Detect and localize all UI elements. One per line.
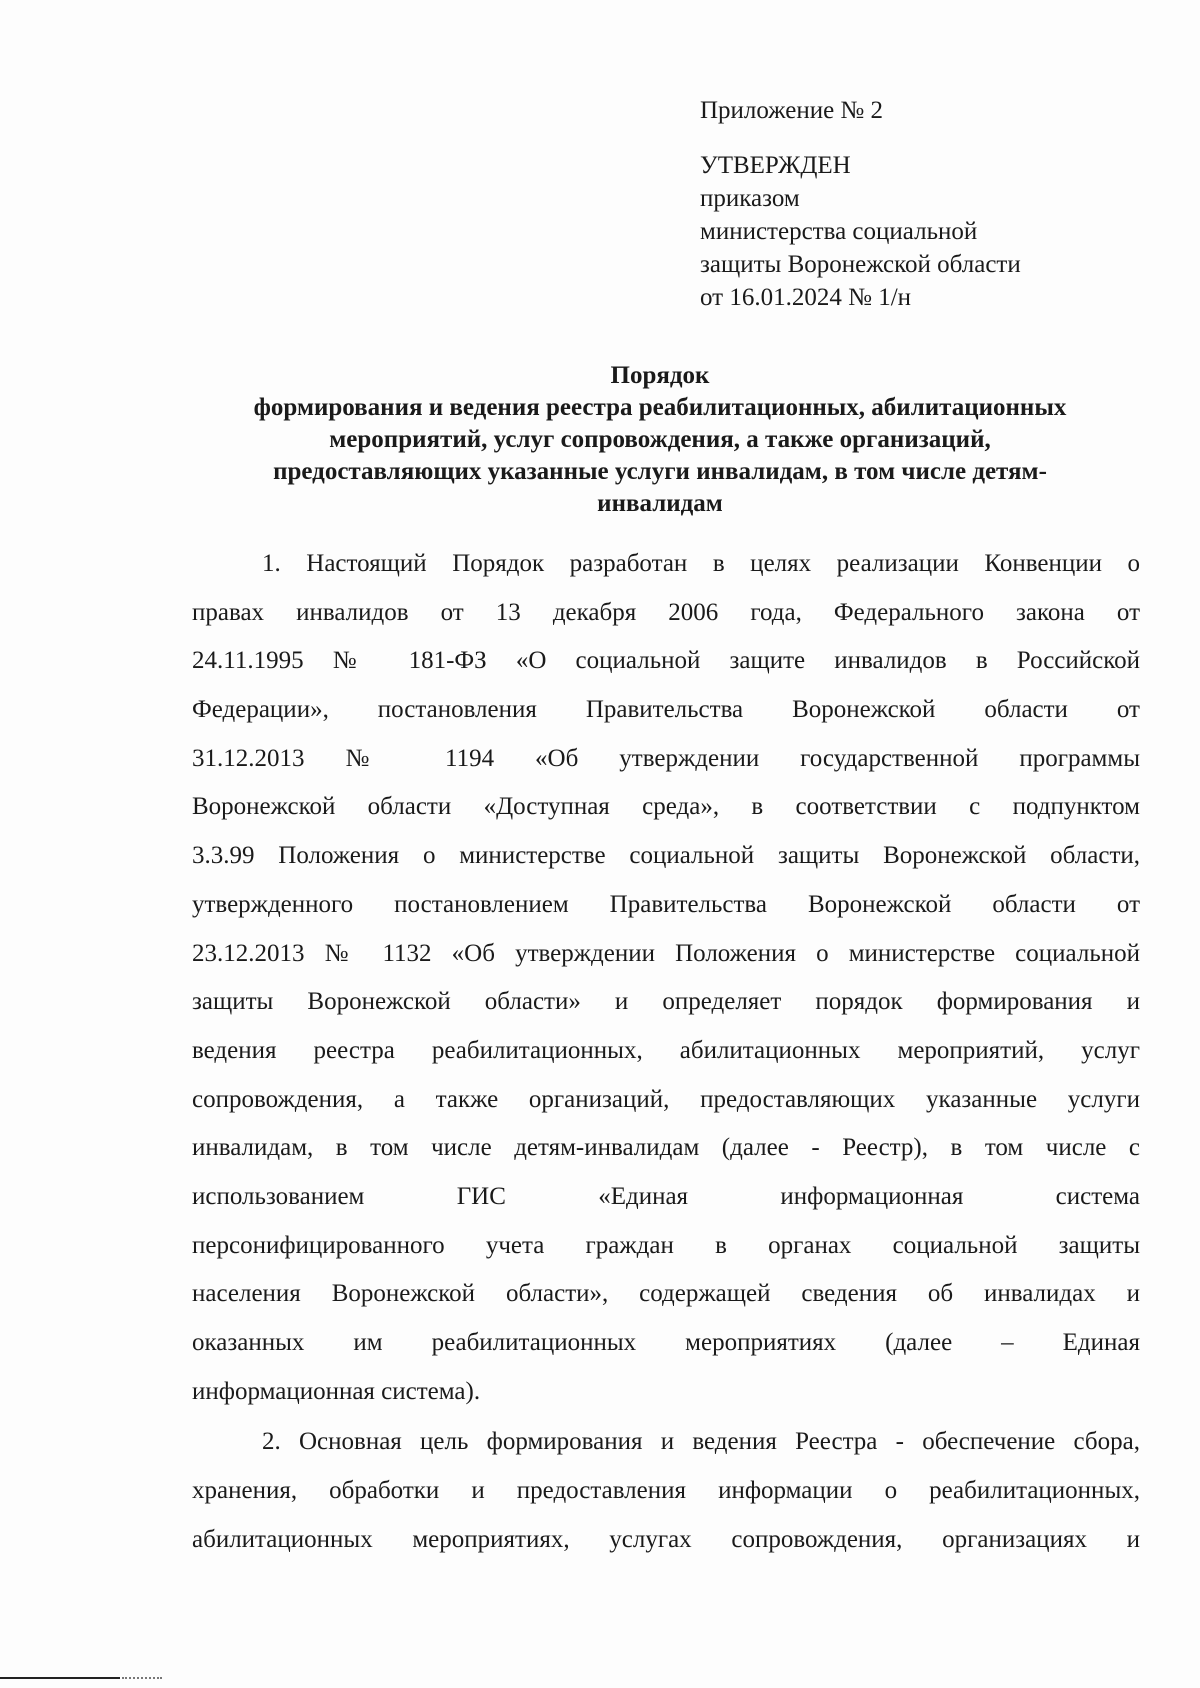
text-line: персонифицированного учета граждан в органах социальной защиты [192, 1231, 1140, 1259]
approved-heading: УТВЕРЖДЕН [700, 152, 851, 179]
text-line: населения Воронежской области», содержащей сведения об инвалидах и [192, 1280, 1140, 1308]
text-line: 2. Основная цель формирования и ведения Реестра - обеспечение сбора, [262, 1428, 1140, 1456]
text-line: оказанных им реабилитационных мероприятиях (далее – Единая [192, 1329, 1140, 1356]
approval-line: министерства социальной [700, 218, 978, 245]
text-line: хранения, обработки и предоставления информации о реабилитационных, [192, 1477, 1140, 1505]
text-line: 3.3.99 Положения о министерстве социальной защиты Воронежской области, [192, 842, 1140, 870]
title-line: Порядок [610, 362, 710, 389]
text-line: 24.11.1995 № 181-ФЗ «О социальной защите инвалидов в Российской [192, 647, 1140, 675]
text-line: сопровождения, а также организаций, предоставляющих указанные услуги [192, 1085, 1140, 1113]
text-line: 23.12.2013 № 1132 «Об утверждении Положения о министерстве социальной [192, 939, 1140, 967]
document-body [192, 548, 1140, 1572]
text-line: информационная система). [192, 1377, 481, 1405]
text-line: защиты Воронежской области» и определяет порядок формирования и [192, 988, 1140, 1016]
footer-rule [0, 1677, 120, 1679]
approval-block [700, 94, 1140, 314]
text-line: 1. Настоящий Порядок разработан в целях реализации Конвенции о [262, 550, 1140, 577]
appendix-number: Приложение № 2 [700, 97, 884, 124]
footer-dotted-rule [122, 1677, 162, 1679]
text-line: Воронежской области «Доступная среда», в соответствии с подпунктом [192, 793, 1140, 821]
text-line: использованием ГИС «Единая информационная система [192, 1182, 1140, 1210]
text-line: утвержденного постановлением Правительства Воронежской области от [192, 890, 1140, 918]
title-line: предоставляющих указанные услуги инвалидам, в том числе детям- [273, 458, 1047, 485]
paragraph-1 [192, 548, 1140, 1424]
text-line: абилитационных мероприятиях, услугах сопровождения, организациях и [192, 1525, 1140, 1553]
approval-line: защиты Воронежской области [700, 251, 1021, 278]
paragraph-2 [192, 1426, 1140, 1572]
text-line: 31.12.2013 № 1194 «Об утверждении государственной программы [192, 744, 1140, 772]
title-line: мероприятий, услуг сопровождения, а также организаций, [329, 426, 991, 453]
text-line: ведения реестра реабилитационных, абилитационных мероприятий, услуг [192, 1036, 1140, 1064]
title-line: формирования и ведения реестра реабилитационных, абилитационных [253, 394, 1067, 421]
approval-date-number: от 16.01.2024 № 1/н [700, 284, 912, 311]
text-line: инвалидам, в том числе детям-инвалидам (далее - Реестр), в том числе с [192, 1134, 1140, 1162]
text-line: правах инвалидов от 13 декабря 2006 года, Федерального закона от [192, 598, 1140, 626]
document-title [180, 360, 1140, 520]
text-line: Федерации», постановления Правительства Воронежской области от [192, 696, 1140, 724]
title-line: инвалидам [597, 490, 723, 517]
approval-line: приказом [700, 185, 800, 212]
